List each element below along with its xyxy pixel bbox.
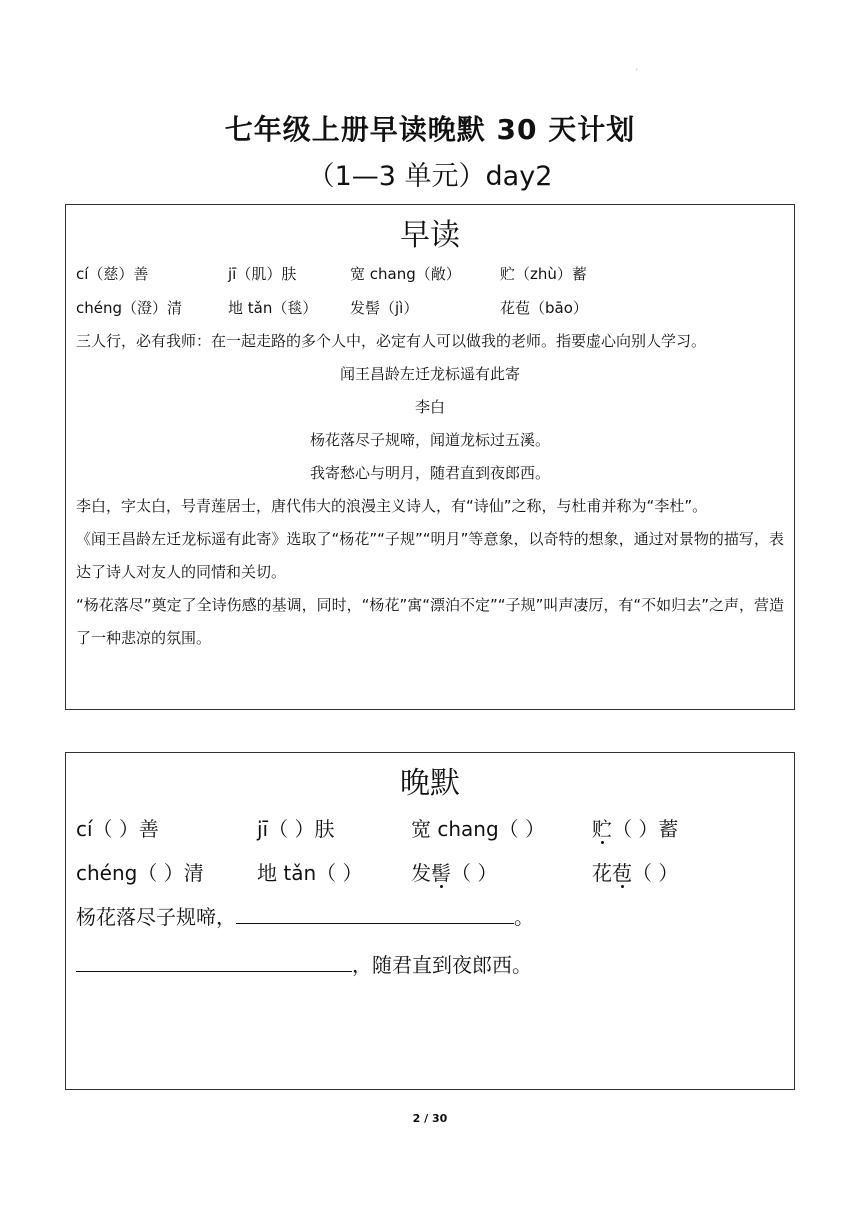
evening-heading: 晚默 xyxy=(400,766,460,801)
vocab-item: 花苞（bāo） xyxy=(500,299,588,317)
page-subtitle: （1—3 单元）day2 xyxy=(307,161,553,192)
dictation-pre: 发 xyxy=(411,861,431,885)
fill-suffix: ，随君直到夜郎西。 xyxy=(352,953,532,977)
vocab-row-1 xyxy=(66,257,794,291)
dictation-item: 地 tǎn（ ） xyxy=(257,861,363,885)
morning-reading-box xyxy=(65,204,795,710)
page-title: 七年级上册早读晚默 30 天计划 xyxy=(224,113,636,146)
dictation-rest: （ ） xyxy=(451,861,498,885)
dictation-item xyxy=(592,857,678,886)
vocab-item: chéng（澄）清 xyxy=(76,299,183,317)
poem-title: 闻王昌龄左迁龙标遥有此寄 xyxy=(339,365,520,383)
answer-blank-2[interactable] xyxy=(76,947,352,972)
vocab-item: 发髻（jì） xyxy=(350,299,419,317)
page-number: 2 / 30 xyxy=(412,1112,448,1125)
evening-dictation-box xyxy=(65,752,795,1090)
fill-line-1 xyxy=(66,893,794,941)
fill-prefix: 杨花落尽子规啼， xyxy=(76,905,236,929)
dictation-rest: （ ） xyxy=(632,861,679,885)
dictation-item xyxy=(411,857,497,886)
vocab-item: cí（慈）善 xyxy=(76,265,149,283)
morning-heading: 早读 xyxy=(400,218,460,253)
dictation-item: 宽 chang（ ） xyxy=(411,817,546,841)
vocab-row-2 xyxy=(66,291,794,325)
dictation-item: chéng（ ）清 xyxy=(76,861,204,885)
dictation-rest: （ ）蓄 xyxy=(612,817,679,841)
dictation-row-1 xyxy=(66,805,794,849)
tone-note: “杨花落尽”奠定了全诗伤感的基调，同时，“杨花”寓“漂泊不定”“子规”叫声凄厉，有“不如归去”之声，营造了一种悲凉的氛围。 xyxy=(76,596,784,647)
poem-line-1: 杨花落尽子规啼，闻道龙标过五溪。 xyxy=(309,431,550,449)
poem-author: 李白 xyxy=(414,398,445,416)
proverb-text: 三人行，必有我师：在一起走路的多个人中，必定有人可以做我的老师。指要虚心向别人学习。 xyxy=(76,332,707,350)
dotted-char: 髻 xyxy=(431,861,451,885)
vocab-item: 宽 chang（敞） xyxy=(350,265,461,283)
vocab-item: 地 tǎn（毯） xyxy=(228,299,318,317)
fill-suffix: 。 xyxy=(514,905,534,929)
dictation-pre: 花 xyxy=(592,861,612,885)
dictation-item xyxy=(592,813,678,842)
poet-note: 李白，字太白，号青莲居士，唐代伟大的浪漫主义诗人，有“诗仙”之称，与杜甫并称为“李杜”。 xyxy=(76,497,708,515)
imagery-note: 《闻王昌龄左迁龙标遥有此寄》选取了“杨花”“子规”“明月”等意象，以奇特的想象，通过对景物的描写，表达了诗人对友人的同情和关切。 xyxy=(76,530,784,581)
dotted-char: 苞 xyxy=(612,861,632,885)
poem-line-2: 我寄愁心与明月，随君直到夜郎西。 xyxy=(309,464,550,482)
fill-line-2 xyxy=(66,941,794,989)
dictation-row-2 xyxy=(66,849,794,893)
dictation-item: jī（ ）肤 xyxy=(257,817,335,841)
dotted-char: 贮 xyxy=(592,817,612,841)
answer-blank-1[interactable] xyxy=(236,899,514,924)
vocab-item: jī（肌）肤 xyxy=(228,265,297,283)
vocab-item: 贮（zhù）蓄 xyxy=(500,265,587,283)
corner-mark: ' xyxy=(636,68,638,75)
dictation-item: cí（ ）善 xyxy=(76,817,159,841)
